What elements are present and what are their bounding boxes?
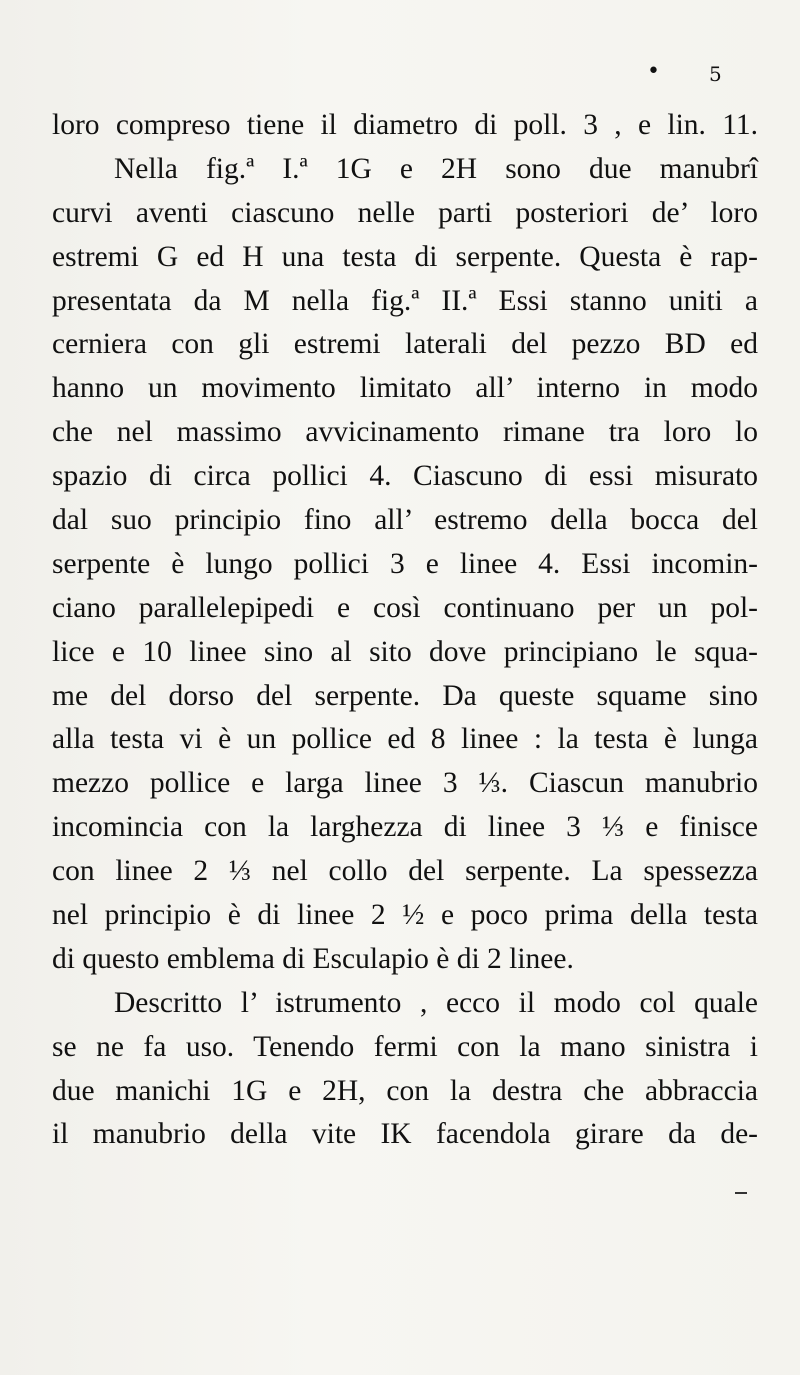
text-line: Nella fig.ª I.ª 1G e 2H sono due manubrî bbox=[114, 152, 758, 185]
text-line: curvi aventi ciascuno nelle parti posteriori de’ loro bbox=[52, 196, 758, 229]
text-line: di questo emblema di Esculapio è di 2 linee. bbox=[52, 942, 574, 975]
text-line: se ne fa uso. Tenendo fermi con la mano sinistra i bbox=[52, 1030, 758, 1063]
page-dot: • bbox=[647, 59, 660, 84]
print-mark bbox=[735, 1192, 747, 1194]
text-line: loro compreso tiene il diametro di poll. 3 , e lin. 11. bbox=[52, 109, 758, 141]
text-line: presentata da M nella fig.ª II.ª Essi stanno uniti a bbox=[52, 284, 758, 317]
text-line: serpente è lungo pollici 3 e linee 4. Essi incomin- bbox=[52, 547, 758, 580]
text-line: due manichi 1G e 2H, con la destra che abbraccia bbox=[52, 1074, 758, 1107]
body-text bbox=[52, 104, 758, 1157]
page-number: 5 bbox=[709, 62, 722, 86]
text-line: lice e 10 linee sino al sito dove principiano le squa- bbox=[52, 635, 758, 668]
text-line: dal suo principio fino all’ estremo della bocca del bbox=[52, 504, 758, 537]
text-line: ciano parallelepipedi e così continuano per un pol- bbox=[52, 591, 758, 624]
text-line: con linee 2 ⅓ nel collo del serpente. La spessezza bbox=[52, 855, 758, 888]
text-line: estremi G ed H una testa di serpente. Questa è rap- bbox=[52, 240, 758, 273]
text-line: alla testa vi è un pollice ed 8 linee : la testa è lunga bbox=[52, 723, 758, 756]
text-line: me del dorso del serpente. Da queste squame sino bbox=[52, 679, 758, 712]
text-line: hanno un movimento limitato all’ interno in modo bbox=[52, 372, 758, 405]
text-line: spazio di circa pollici 4. Ciascuno di essi misurato bbox=[52, 460, 758, 493]
text-line: nel principio è di linee 2 ½ e poco prima della testa bbox=[52, 899, 758, 932]
text-line: mezzo pollice e larga linee 3 ⅓. Ciascun manubrio bbox=[52, 767, 758, 800]
text-line: incomincia con la larghezza di linee 3 ⅓ e finisce bbox=[52, 811, 758, 844]
text-line: che nel massimo avvicinamento rimane tra loro lo bbox=[52, 416, 758, 449]
text-line: cerniera con gli estremi laterali del pezzo BD ed bbox=[52, 328, 758, 361]
text-line: Descritto l’ istrumento , ecco il modo col quale bbox=[114, 986, 758, 1019]
text-line: il manubrio della vite IK facendola girare da de- bbox=[52, 1118, 758, 1151]
